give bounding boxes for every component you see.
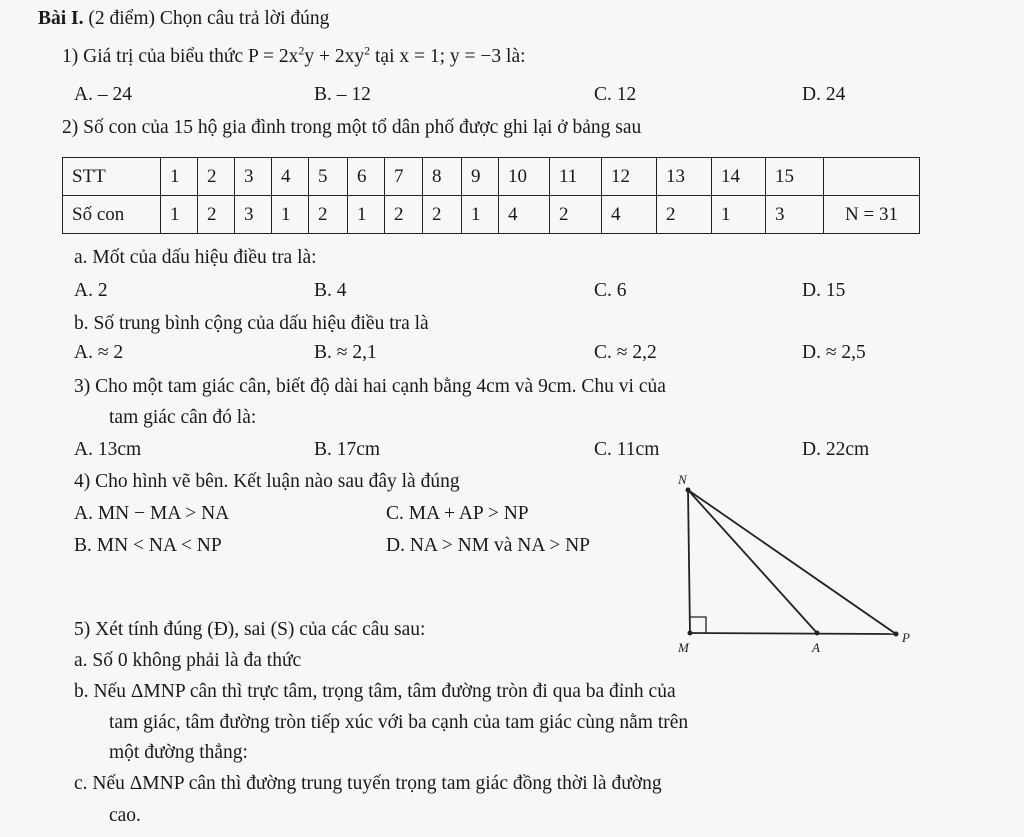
q1-option-d: D. 24 <box>802 84 846 105</box>
question-3-line-1: 3) Cho một tam giác cân, biết độ dài hai cạnh bằng 4cm và 9cm. Chu vi của <box>74 376 666 397</box>
segment-na <box>688 490 817 633</box>
label-m: M <box>678 640 689 655</box>
question-2a: a. Mốt của dấu hiệu điều tra là: <box>74 247 317 268</box>
table-cell: 8 <box>423 158 462 196</box>
expression-part-b: y + 2xy <box>304 46 365 67</box>
question-2: 2) Số con của 15 hộ gia đình trong một tổ dân phố được ghi lại ở bảng sau <box>62 117 642 138</box>
q2a-option-a: A. 2 <box>74 280 108 301</box>
question-5a: a. Số 0 không phải là đa thức <box>74 650 302 671</box>
question-1 <box>62 43 526 68</box>
q2b-option-d: D. ≈ 2,5 <box>802 342 866 363</box>
table-cell: 10 <box>499 158 550 196</box>
table-cell: 12 <box>602 158 657 196</box>
table-cell: 2 <box>198 196 235 234</box>
question-5: 5) Xét tính đúng (Đ), sai (S) của các câu sau: <box>74 619 426 640</box>
table-cell: 2 <box>550 196 602 234</box>
table-cell: 4 <box>499 196 550 234</box>
table-cell: 1 <box>348 196 385 234</box>
exercise-instruction: (2 điểm) Chọn câu trả lời đúng <box>83 8 330 29</box>
label-n: N <box>678 472 687 487</box>
q4-option-c: C. MA + AP > NP <box>386 503 529 524</box>
q1-option-b: B. – 12 <box>314 84 371 105</box>
exercise-title <box>38 8 329 30</box>
question-1-suffix: tại x = 1; y = −3 là: <box>370 46 526 67</box>
q2b-option-a: A. ≈ 2 <box>74 342 124 363</box>
table-row-header: Số con <box>63 196 161 234</box>
label-a: A <box>812 640 820 655</box>
question-3-line-2: tam giác cân đó là: <box>109 407 257 428</box>
q4-option-d: D. NA > NM và NA > NP <box>386 535 591 556</box>
expression-part-a: P = 2x <box>248 46 299 67</box>
segment-mp <box>690 633 896 634</box>
table-cell: 6 <box>348 158 385 196</box>
q1-option-c: C. 12 <box>594 84 637 105</box>
q2a-option-b: B. 4 <box>314 280 347 301</box>
question-5b-line-3: một đường thẳng: <box>109 742 248 763</box>
table-cell: 2 <box>657 196 712 234</box>
question-2b: b. Số trung bình cộng của dấu hiệu điều tra là <box>74 313 429 334</box>
table-cell: 15 <box>766 158 824 196</box>
children-table <box>62 157 920 234</box>
table-cell: 4 <box>272 158 309 196</box>
table-cell: 1 <box>272 196 309 234</box>
table-cell: 9 <box>462 158 499 196</box>
exercise-number: Bài I. <box>38 8 84 29</box>
q2b-option-c: C. ≈ 2,2 <box>594 342 657 363</box>
table-cell: 13 <box>657 158 712 196</box>
table-cell: 3 <box>235 196 272 234</box>
point-a <box>815 631 820 636</box>
q2a-option-d: D. 15 <box>802 280 846 301</box>
table-row <box>63 158 920 196</box>
question-5b-line-2: tam giác, tâm đường tròn tiếp xúc với ba cạnh của tam giác cùng nằm trên <box>109 712 689 733</box>
table-cell: 14 <box>712 158 766 196</box>
table-cell: 1 <box>161 158 198 196</box>
table-cell: 7 <box>385 158 423 196</box>
q1-option-a: A. – 24 <box>74 84 132 105</box>
table-cell: 1 <box>712 196 766 234</box>
q3-option-c: C. 11cm <box>594 439 660 460</box>
q2b-option-b: B. ≈ 2,1 <box>314 342 377 363</box>
question-5b-line-1: b. Nếu ΔMNP cân thì trực tâm, trọng tâm, tâm đường tròn đi qua ba đỉnh của <box>74 681 676 702</box>
triangle-figure <box>660 468 920 668</box>
table-total-cell: N = 31 <box>824 196 920 234</box>
table-cell: 2 <box>423 196 462 234</box>
table-cell: 3 <box>235 158 272 196</box>
table-cell: 2 <box>198 158 235 196</box>
question-4: 4) Cho hình vẽ bên. Kết luận nào sau đây là đúng <box>74 471 460 492</box>
segment-nm <box>688 490 690 633</box>
q4-option-a: A. MN − MA > NA <box>74 503 230 524</box>
question-1-prefix: 1) Giá trị của biểu thức <box>62 46 249 67</box>
label-p: P <box>902 630 910 645</box>
segment-np <box>688 490 896 634</box>
table-cell: 2 <box>309 196 348 234</box>
q3-option-a: A. 13cm <box>74 439 142 460</box>
point-n <box>686 488 691 493</box>
q2a-option-c: C. 6 <box>594 280 627 301</box>
table-row-header: STT <box>63 158 161 196</box>
q3-option-b: B. 17cm <box>314 439 381 460</box>
right-angle-mark <box>690 617 706 633</box>
question-5c-line-1: c. Nếu ΔMNP cân thì đường trung tuyến trọng tam giác đồng thời là đường <box>74 773 662 794</box>
table-cell: 3 <box>766 196 824 234</box>
question-5c-line-2: cao. <box>109 805 141 826</box>
table-cell: 1 <box>161 196 198 234</box>
exponent-2: 2 <box>364 43 371 58</box>
exponent-1: 2 <box>298 43 305 58</box>
table-row <box>63 196 920 234</box>
table-cell: 11 <box>550 158 602 196</box>
table-cell <box>824 158 920 196</box>
table-cell: 5 <box>309 158 348 196</box>
point-p <box>894 632 899 637</box>
point-m <box>688 631 693 636</box>
table-cell: 1 <box>462 196 499 234</box>
q3-option-d: D. 22cm <box>802 439 870 460</box>
q4-option-b: B. MN < NA < NP <box>74 535 222 556</box>
table-cell: 4 <box>602 196 657 234</box>
table-cell: 2 <box>385 196 423 234</box>
